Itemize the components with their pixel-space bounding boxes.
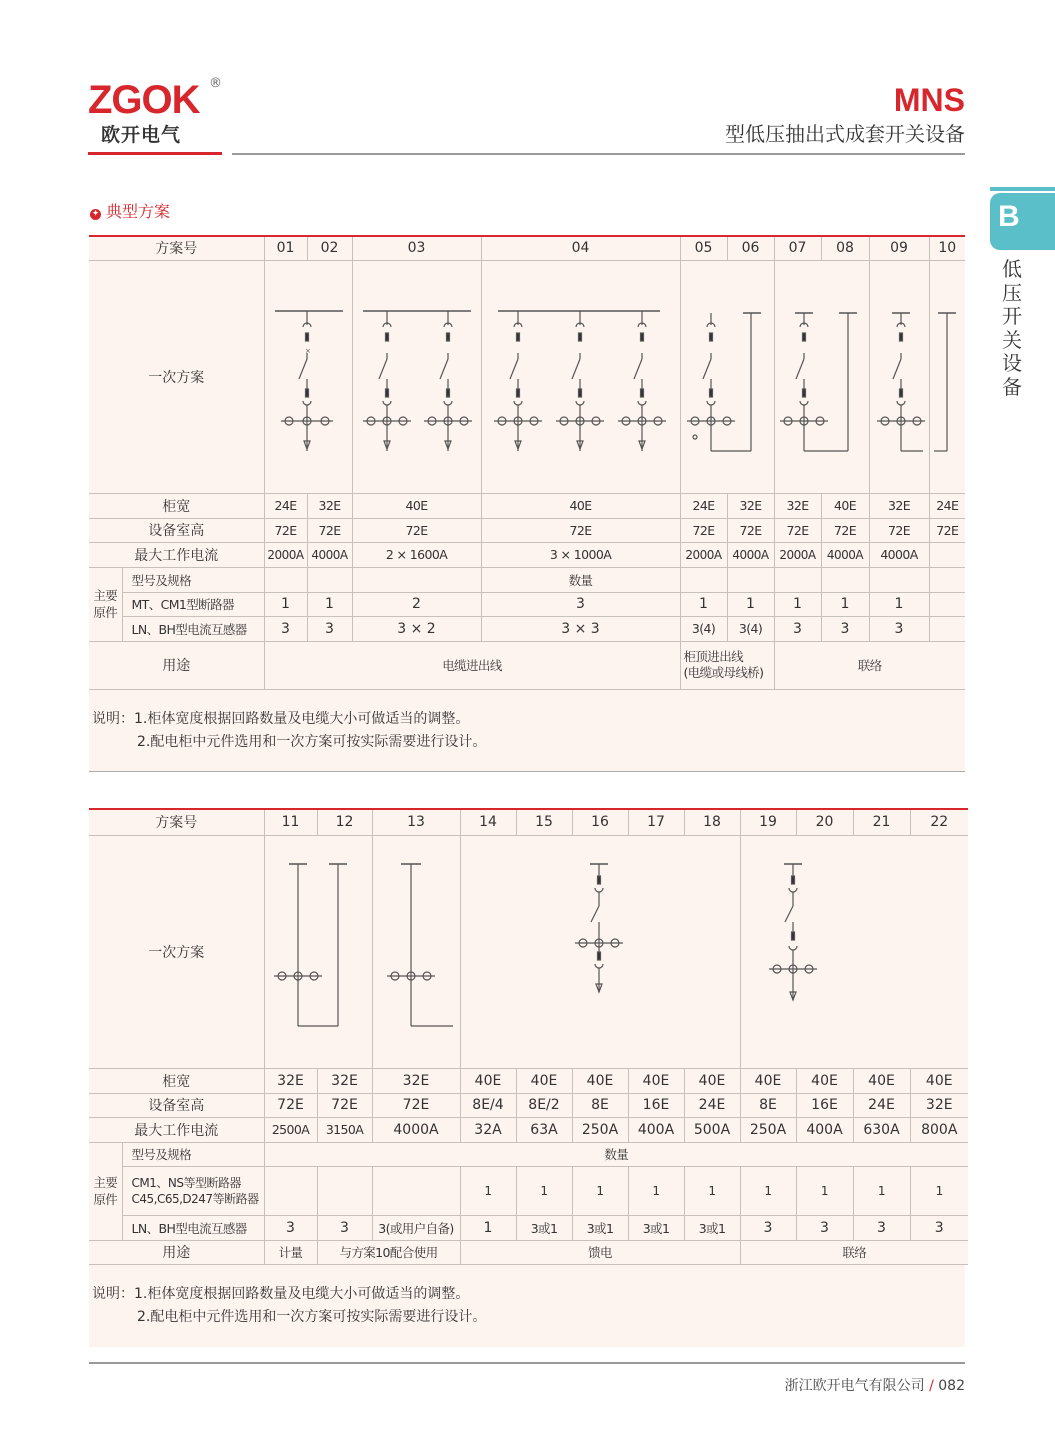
ct-qty: 3: [317, 1215, 372, 1240]
usage-label: 用途: [89, 641, 264, 689]
circuit-diagram-icon: [265, 261, 353, 493]
current-value: 3150A: [317, 1117, 372, 1142]
scheme-no: 11: [264, 809, 317, 835]
ct-qty: 3: [910, 1215, 968, 1240]
height-value: 24E: [853, 1093, 910, 1117]
breaker-label-line-1: CM1、NS等型断路器: [131, 1175, 241, 1190]
usage-line-1: 柜顶进出线: [683, 649, 744, 664]
height-value: 72E: [264, 1093, 317, 1117]
current-row: [89, 1117, 968, 1142]
brand-logo: ZGOK: [88, 78, 200, 122]
usage-value: 电缆进出线: [264, 641, 680, 689]
section-title-text: 典型方案: [106, 202, 171, 221]
breaker-qty: 1: [774, 592, 821, 616]
notes-divider: [89, 771, 965, 772]
scheme-no: 08: [821, 236, 869, 260]
usage-value: 联络: [740, 1240, 968, 1264]
circuit-diagram-04: [481, 260, 680, 493]
breaker-row: [89, 592, 965, 616]
height-value: 16E: [796, 1093, 853, 1117]
empty-cell: [307, 567, 352, 592]
primary-scheme-label: 一次方案: [89, 835, 264, 1068]
quantity-label: 数量: [481, 567, 680, 592]
notes-prefix: 说明：: [92, 711, 134, 727]
current-row: [89, 542, 965, 567]
scheme-no-label: 方案号: [89, 236, 264, 260]
main-components-label: 主要原件: [89, 1142, 122, 1240]
ct-qty: 3: [774, 616, 821, 641]
breaker-qty: 1: [680, 592, 727, 616]
height-value: 72E: [774, 518, 821, 542]
current-value: 63A: [516, 1117, 572, 1142]
note-line-2: 2.配电柜中元件选用和一次方案可按实际需要进行设计。: [137, 734, 487, 750]
width-value: 24E: [929, 493, 965, 518]
height-value: 72E: [372, 1093, 460, 1117]
breaker-qty: 1: [628, 1166, 684, 1215]
empty-cell: [352, 567, 481, 592]
height-value: 72E: [307, 518, 352, 542]
height-value: 72E: [481, 518, 680, 542]
current-value: 4000A: [821, 542, 869, 567]
scheme-no: 04: [481, 236, 680, 260]
scheme-no: 22: [910, 809, 968, 835]
width-label: 柜宽: [89, 493, 264, 518]
ct-qty: 3或1: [516, 1215, 572, 1240]
ct-row: [89, 616, 965, 641]
scheme-no: 07: [774, 236, 821, 260]
height-value: 72E: [680, 518, 727, 542]
breaker-qty: 1: [516, 1166, 572, 1215]
usage-row: [89, 641, 965, 689]
footer-company: 浙江欧开电气有限公司: [784, 1378, 925, 1394]
height-value: 72E: [929, 518, 965, 542]
brand-name-cn: 欧开电气: [101, 124, 182, 146]
ct-qty: 3(4): [727, 616, 774, 641]
ct-qty: 3 × 3: [481, 616, 680, 641]
height-value: 24E: [684, 1093, 740, 1117]
circuit-diagram-10: [929, 260, 965, 493]
ct-qty: 3: [796, 1215, 853, 1240]
svg-text:×: ×: [304, 346, 311, 355]
current-value: 2500A: [264, 1117, 317, 1142]
width-value: 32E: [307, 493, 352, 518]
scheme-number-row: [89, 809, 968, 835]
breaker-qty: 1: [572, 1166, 628, 1215]
usage-label: 用途: [89, 1240, 264, 1264]
height-value: 72E: [264, 518, 307, 542]
ct-qty: 1: [460, 1215, 516, 1240]
empty-cell: [264, 567, 307, 592]
empty-cell: [929, 567, 965, 592]
height-value: 72E: [869, 518, 929, 542]
page-subtitle: 型低压抽出式成套开关设备: [725, 122, 965, 146]
height-value: 32E: [910, 1093, 968, 1117]
model-row: [89, 1142, 968, 1166]
width-row: [89, 1068, 968, 1093]
model-label: 型号及规格: [122, 1142, 264, 1166]
scheme-no-label: 方案号: [89, 809, 264, 835]
breaker-qty: 1: [727, 592, 774, 616]
width-value: 24E: [680, 493, 727, 518]
current-value: 32A: [460, 1117, 516, 1142]
width-value: 40E: [460, 1068, 516, 1093]
breaker-qty: 1: [853, 1166, 910, 1215]
current-label: 最大工作电流: [89, 542, 264, 567]
width-row: [89, 493, 965, 518]
model-label: 型号及规格: [122, 567, 264, 592]
breaker-qty: 1: [264, 592, 307, 616]
height-value: 72E: [352, 518, 481, 542]
circuit-diagram-icon: [870, 261, 930, 493]
circuit-diagram-05-06: [680, 260, 774, 493]
ct-qty: 3或1: [572, 1215, 628, 1240]
ct-label: LN、BH型电流互感器: [122, 1215, 264, 1240]
breaker-qty: 1: [684, 1166, 740, 1215]
breaker-row: [89, 1166, 968, 1215]
height-value: 16E: [628, 1093, 684, 1117]
current-value: 4000A: [307, 542, 352, 567]
width-value: 40E: [572, 1068, 628, 1093]
empty-cell: [774, 567, 821, 592]
empty-cell: [317, 1166, 372, 1215]
breaker-qty: 1: [796, 1166, 853, 1215]
logo-underline: [88, 152, 222, 155]
empty-cell: [727, 567, 774, 592]
circuit-diagram-07-08: [774, 260, 869, 493]
main-components-label: 主要原件: [89, 567, 122, 641]
ct-qty: 3: [264, 1215, 317, 1240]
current-value: 400A: [628, 1117, 684, 1142]
circuit-diagram-11-12: [264, 835, 372, 1068]
circuit-diagram-icon: [461, 836, 741, 1068]
height-value: 8E/2: [516, 1093, 572, 1117]
ct-row: [89, 1215, 968, 1240]
scheme-table-1: [89, 235, 965, 690]
breaker-label-line-2: C45,C65,D247等断路器: [131, 1191, 259, 1206]
width-value: 40E: [516, 1068, 572, 1093]
breaker-qty: 1: [821, 592, 869, 616]
ct-qty: 3或1: [628, 1215, 684, 1240]
current-value: 250A: [572, 1117, 628, 1142]
circuit-diagram-01-02: [264, 260, 352, 493]
star-bullet-icon: ✦: [91, 209, 100, 219]
scheme-number-row: [89, 236, 965, 260]
scheme-no: 05: [680, 236, 727, 260]
height-label: 设备室高: [89, 518, 264, 542]
ct-qty: 3: [853, 1215, 910, 1240]
scheme-no: 10: [929, 236, 965, 260]
circuit-diagram-icon: [265, 836, 373, 1068]
ct-qty: 3: [869, 616, 929, 641]
empty-cell: [264, 1166, 317, 1215]
scheme-no: 19: [740, 809, 796, 835]
empty-cell: [929, 616, 965, 641]
current-value: 250A: [740, 1117, 796, 1142]
ct-qty: 3: [307, 616, 352, 641]
circuit-diagram-icon: [353, 261, 482, 493]
width-value: 40E: [684, 1068, 740, 1093]
ct-qty: 3 × 2: [352, 616, 481, 641]
scheme-no: 09: [869, 236, 929, 260]
current-value: 2000A: [774, 542, 821, 567]
scheme-no: 03: [352, 236, 481, 260]
current-value: 400A: [796, 1117, 853, 1142]
breaker-qty: 2: [352, 592, 481, 616]
circuit-diagram-icon: [681, 261, 775, 493]
circuit-diagram-13: [372, 835, 460, 1068]
empty-cell: [929, 592, 965, 616]
current-value: 800A: [910, 1117, 968, 1142]
circuit-diagram-icon: [373, 836, 461, 1068]
width-value: 40E: [628, 1068, 684, 1093]
width-value: 40E: [796, 1068, 853, 1093]
footer-slash: /: [929, 1378, 934, 1394]
scheme-no: 18: [684, 809, 740, 835]
circuit-diagram-14-18: [460, 835, 740, 1068]
footer-divider: [89, 1362, 965, 1364]
width-value: 24E: [264, 493, 307, 518]
current-value-empty: [929, 542, 965, 567]
ct-qty: 3: [264, 616, 307, 641]
current-value: 4000A: [372, 1117, 460, 1142]
height-value: 8E/4: [460, 1093, 516, 1117]
footer: [785, 1375, 965, 1395]
width-value: 32E: [264, 1068, 317, 1093]
model-row: [89, 567, 965, 592]
current-value: 500A: [684, 1117, 740, 1142]
breaker-qty: 1: [869, 592, 929, 616]
usage-value: [680, 641, 774, 689]
height-row: [89, 1093, 968, 1117]
side-tab-label: 低压开关设备: [1002, 257, 1022, 399]
ct-label: LN、BH型电流互感器: [122, 616, 264, 641]
scheme-no: 14: [460, 809, 516, 835]
breaker-label: MT、CM1型断路器: [122, 592, 264, 616]
circuit-diagram-icon: [930, 261, 966, 493]
notes-block-2: [89, 1265, 965, 1347]
scheme-no: 20: [796, 809, 853, 835]
section-title: [90, 199, 170, 222]
notes-prefix: 说明：: [92, 1286, 134, 1302]
circuit-diagram-09: [869, 260, 929, 493]
header-divider: [232, 153, 965, 155]
breaker-label: [122, 1166, 264, 1215]
width-value: 40E: [740, 1068, 796, 1093]
empty-cell: [680, 567, 727, 592]
empty-cell: [869, 567, 929, 592]
current-value: 4000A: [869, 542, 929, 567]
scheme-no: 01: [264, 236, 307, 260]
usage-value: 联络: [774, 641, 965, 689]
width-value: 40E: [853, 1068, 910, 1093]
page-number: 082: [938, 1378, 965, 1394]
breaker-qty: 1: [910, 1166, 968, 1215]
current-label: 最大工作电流: [89, 1117, 264, 1142]
current-value: 630A: [853, 1117, 910, 1142]
breaker-qty: 1: [740, 1166, 796, 1215]
width-label: 柜宽: [89, 1068, 264, 1093]
scheme-table-2: [89, 808, 968, 1265]
ct-qty: 3: [740, 1215, 796, 1240]
usage-value: 馈电: [460, 1240, 740, 1264]
current-value: 2000A: [680, 542, 727, 567]
circuit-diagram-icon: [741, 836, 969, 1068]
current-value: 3 × 1000A: [481, 542, 680, 567]
breaker-qty: 3: [481, 592, 680, 616]
usage-value: 与方案10配合使用: [317, 1240, 460, 1264]
height-value: 72E: [727, 518, 774, 542]
primary-scheme-row: [89, 835, 968, 1068]
height-label: 设备室高: [89, 1093, 264, 1117]
ct-qty: 3(或用户自备): [372, 1215, 460, 1240]
empty-cell: [372, 1166, 460, 1215]
scheme-no: 13: [372, 809, 460, 835]
current-value: 4000A: [727, 542, 774, 567]
note-line-1: 1.柜体宽度根据回路数量及电缆大小可做适当的调整。: [134, 711, 470, 727]
scheme-no: 21: [853, 809, 910, 835]
scheme-no: 17: [628, 809, 684, 835]
ct-qty: 3或1: [684, 1215, 740, 1240]
usage-row: [89, 1240, 968, 1264]
width-value: 40E: [821, 493, 869, 518]
usage-line-2: (电缆或母线桥): [683, 665, 764, 680]
usage-value: 计量: [264, 1240, 317, 1264]
height-value: 8E: [740, 1093, 796, 1117]
height-value: 72E: [821, 518, 869, 542]
primary-scheme-row: [89, 260, 965, 493]
scheme-no: 06: [727, 236, 774, 260]
height-value: 8E: [572, 1093, 628, 1117]
circuit-diagram-icon: [775, 261, 870, 493]
quantity-label: 数量: [264, 1142, 968, 1166]
scheme-no: 16: [572, 809, 628, 835]
ct-qty: 3: [821, 616, 869, 641]
breaker-qty: 1: [307, 592, 352, 616]
note-line-2: 2.配电柜中元件选用和一次方案可按实际需要进行设计。: [137, 1309, 487, 1325]
empty-cell: [821, 567, 869, 592]
ct-qty: 3(4): [680, 616, 727, 641]
scheme-no: 02: [307, 236, 352, 260]
notes-block-1: [89, 690, 965, 771]
scheme-no: 15: [516, 809, 572, 835]
primary-scheme-label: 一次方案: [89, 260, 264, 493]
circuit-diagram-icon: [482, 261, 681, 493]
width-value: 40E: [910, 1068, 968, 1093]
width-value: 32E: [774, 493, 821, 518]
width-value: 32E: [372, 1068, 460, 1093]
current-value: 2 × 1600A: [352, 542, 481, 567]
current-value: 2000A: [264, 542, 307, 567]
breaker-qty: 1: [460, 1166, 516, 1215]
registered-mark: ®: [209, 76, 222, 91]
width-value: 32E: [727, 493, 774, 518]
width-value: 40E: [481, 493, 680, 518]
width-value: 40E: [352, 493, 481, 518]
side-tab-letter: B: [990, 193, 1055, 250]
height-value: 72E: [317, 1093, 372, 1117]
note-line-1: 1.柜体宽度根据回路数量及电缆大小可做适当的调整。: [134, 1286, 470, 1302]
width-value: 32E: [317, 1068, 372, 1093]
side-tab-strip: [990, 187, 1055, 191]
circuit-diagram-19-22: [740, 835, 968, 1068]
scheme-no: 12: [317, 809, 372, 835]
width-value: 32E: [869, 493, 929, 518]
page-title: MNS: [893, 82, 965, 118]
height-row: [89, 518, 965, 542]
circuit-diagram-03: [352, 260, 481, 493]
